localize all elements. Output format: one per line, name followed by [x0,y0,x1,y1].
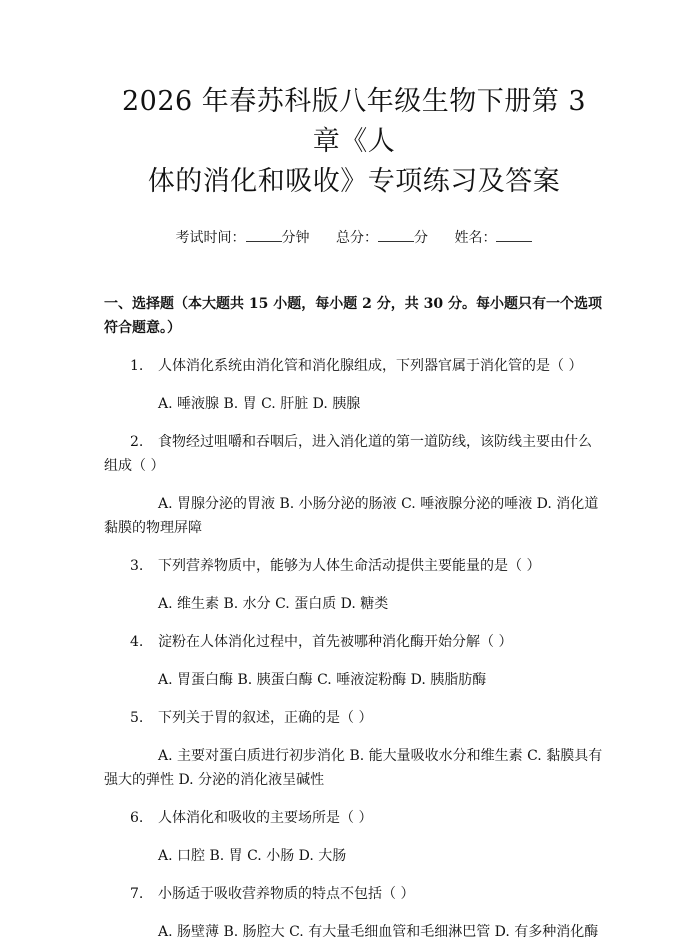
question-3 [104,554,604,616]
question-options: A. 维生素 B. 水分 C. 蛋白质 D. 糖类 [158,596,389,612]
title-line-2: 体的消化和吸收》专项练习及答案 [147,166,561,197]
exam-time-field [176,230,314,246]
question-text: 下列关于胃的叙述，正确的是（ ） [158,710,373,726]
question-options: A. 胃腺分泌的胃液 B. 小肠分泌的肠液 C. 唾液腺分泌的唾液 D. 消化道黏膜的物理屏障 [104,496,599,536]
question-number: 2. [130,434,144,450]
question-list [104,354,604,944]
section-header: 一、选择题（本大题共 15 小题，每小题 2 分，共 30 分。每小题只有一个选项符合题意。） [104,296,602,336]
question-5 [104,706,604,792]
question-number: 1. [130,358,144,374]
total-score-blank [378,229,414,242]
question-stem [104,430,604,478]
question-text: 小肠适于吸收营养物质的特点不包括（ ） [158,886,415,902]
question-stem [104,630,604,654]
question-7 [104,882,604,944]
name-label: 姓名： [454,230,497,246]
total-score-label: 总分： [336,230,378,246]
question-stem [104,706,604,730]
question-number: 7. [130,886,144,902]
question-stem [104,882,604,906]
question-text: 人体消化和吸收的主要场所是（ ） [158,810,373,826]
exam-time-blank [246,229,282,242]
exam-info [104,228,604,248]
question-number: 4. [130,634,144,650]
total-score-unit: 分 [414,230,428,246]
exam-time-unit: 分钟 [281,230,310,246]
title-line-1: 2026 年春苏科版八年级生物下册第 3 章《人 [121,86,587,157]
question-options: A. 肠壁薄 B. 肠腔大 C. 有大量毛细血管和毛细淋巴管 D. 有多种消化酶 [158,924,599,940]
question-6 [104,806,604,868]
question-number: 3. [130,558,144,574]
question-stem [104,554,604,578]
total-score-field [336,230,432,246]
question-1 [104,354,604,416]
question-text: 人体消化系统由消化管和消化腺组成，下列器官属于消化管的是（ ） [158,358,583,374]
question-number: 6. [130,810,144,826]
document-title [104,82,604,202]
question-options: A. 主要对蛋白质进行初步消化 B. 能大量吸收水分和维生素 C. 黏膜具有强大的弹性 D. 分泌的消化液呈碱性 [104,748,603,788]
question-number: 5. [130,710,144,726]
exam-time-label: 考试时间： [175,230,246,246]
question-text: 下列营养物质中，能够为人体生命活动提供主要能量的是（ ） [158,558,541,574]
name-blank [496,229,532,242]
question-2 [104,430,604,540]
name-field [454,230,532,246]
question-options: A. 胃蛋白酶 B. 胰蛋白酶 C. 唾液淀粉酶 D. 胰脂肪酶 [158,672,487,688]
question-4 [104,630,604,692]
question-stem [104,806,604,830]
question-options: A. 唾液腺 B. 胃 C. 肝脏 D. 胰腺 [158,396,361,412]
question-text: 食物经过咀嚼和吞咽后，进入消化道的第一道防线，该防线主要由什么组成（ ） [104,434,592,474]
question-options: A. 口腔 B. 胃 C. 小肠 D. 大肠 [158,848,347,864]
question-stem [104,354,604,378]
question-text: 淀粉在人体消化过程中，首先被哪种消化酶开始分解（ ） [158,634,513,650]
